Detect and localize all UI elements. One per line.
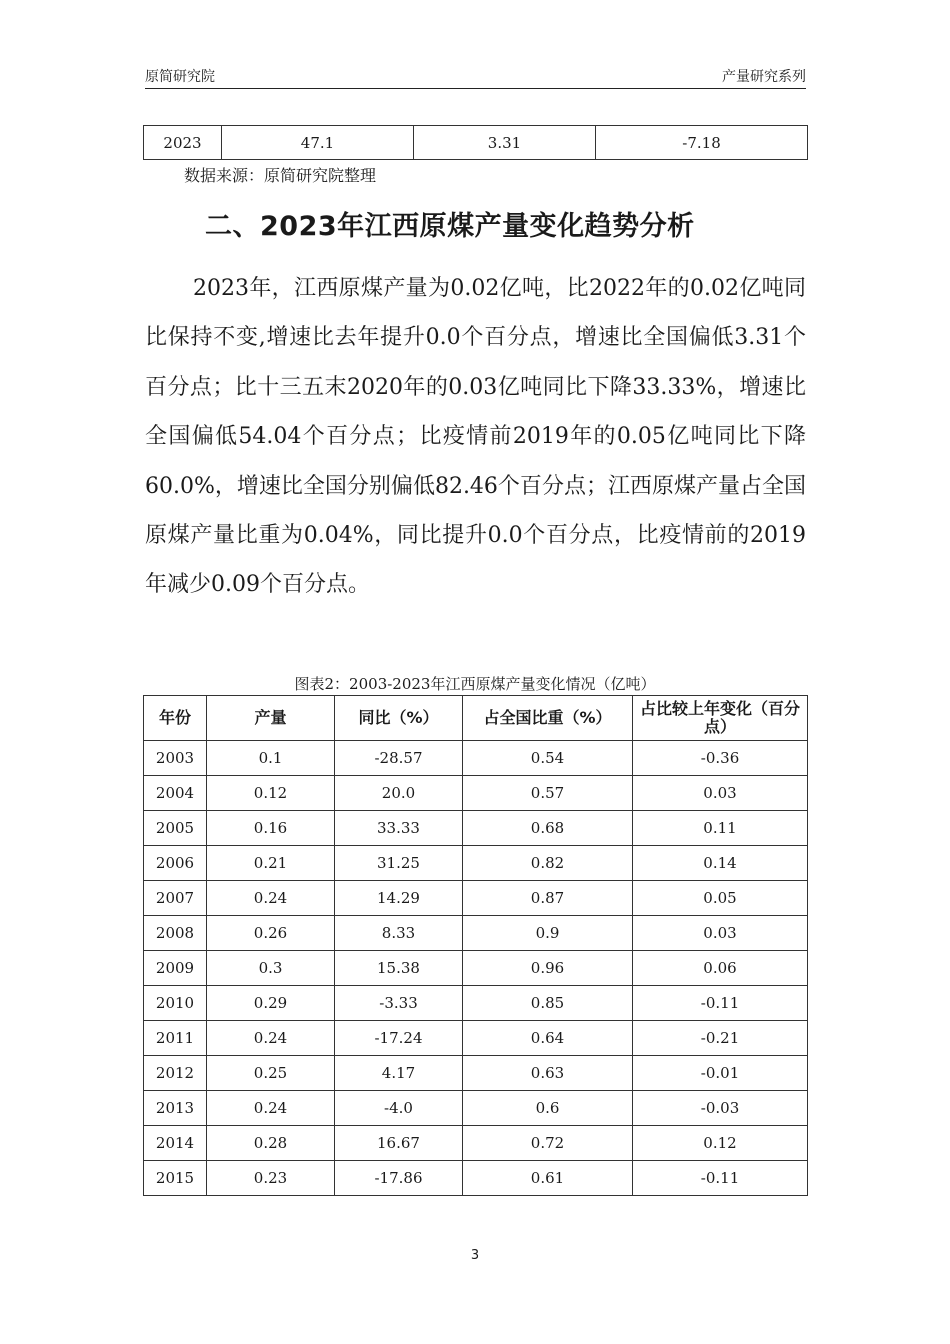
table-cell: 0.87 (463, 881, 633, 916)
table-row (144, 846, 808, 881)
table-cell: 2015 (144, 1161, 207, 1196)
table-cell: -4.0 (335, 1091, 463, 1126)
table-row (144, 1091, 808, 1126)
table-cell: -7.18 (596, 126, 808, 160)
table-cell: 0.24 (207, 881, 335, 916)
table-cell: -17.86 (335, 1161, 463, 1196)
table-cell: -28.57 (335, 741, 463, 776)
table-cell: 2013 (144, 1091, 207, 1126)
table-cell: 20.0 (335, 776, 463, 811)
table-cell: 0.3 (207, 951, 335, 986)
table-cell: 2006 (144, 846, 207, 881)
table-cell: 0.54 (463, 741, 633, 776)
table-caption: 图表2：2003-2023年江西原煤产量变化情况（亿吨） (294, 675, 656, 693)
header-output: 产量 (207, 696, 335, 741)
table-cell: 2008 (144, 916, 207, 951)
table-cell: 0.05 (633, 881, 808, 916)
table-cell: 2011 (144, 1021, 207, 1056)
table-cell: 2023 (144, 126, 222, 160)
table-cell: 0.12 (207, 776, 335, 811)
table-cell: 0.28 (207, 1126, 335, 1161)
table-cell: 0.29 (207, 986, 335, 1021)
table-cell: -0.01 (633, 1056, 808, 1091)
table-cell: 0.96 (463, 951, 633, 986)
table-header-row (144, 696, 808, 741)
table-cell: -0.11 (633, 986, 808, 1021)
table-row (144, 776, 808, 811)
table-cell: 0.82 (463, 846, 633, 881)
table-row (144, 811, 808, 846)
table-cell: 0.1 (207, 741, 335, 776)
header-series: 产量研究系列 (722, 69, 806, 85)
table-cell: 0.14 (633, 846, 808, 881)
table-cell: 0.68 (463, 811, 633, 846)
table-cell: 2007 (144, 881, 207, 916)
table-row (144, 1021, 808, 1056)
continued-table (143, 125, 808, 160)
production-table (143, 695, 808, 1196)
table-row (144, 916, 808, 951)
table-cell: 0.12 (633, 1126, 808, 1161)
table-cell: 2009 (144, 951, 207, 986)
table-cell: 0.03 (633, 916, 808, 951)
table-row (144, 951, 808, 986)
table-cell: -0.36 (633, 741, 808, 776)
table-cell: 0.03 (633, 776, 808, 811)
table-cell: 0.16 (207, 811, 335, 846)
table-row (144, 126, 808, 160)
table-cell: 0.61 (463, 1161, 633, 1196)
table-cell: 2014 (144, 1126, 207, 1161)
table-cell: -0.03 (633, 1091, 808, 1126)
table-cell: 0.11 (633, 811, 808, 846)
table-cell: 8.33 (335, 916, 463, 951)
header-share-change: 占比较上年变化（百分点） (633, 696, 808, 741)
table-cell: 47.1 (222, 126, 414, 160)
table-cell: 0.9 (463, 916, 633, 951)
table-cell: 4.17 (335, 1056, 463, 1091)
table-cell: 0.26 (207, 916, 335, 951)
table-row (144, 1056, 808, 1091)
table-cell: 0.64 (463, 1021, 633, 1056)
table-cell: 0.63 (463, 1056, 633, 1091)
table-body (144, 741, 808, 1196)
table-cell: 0.85 (463, 986, 633, 1021)
header-share: 占全国比重（%） (463, 696, 633, 741)
table-cell: 2010 (144, 986, 207, 1021)
table-cell: -3.33 (335, 986, 463, 1021)
table-row (144, 1126, 808, 1161)
table-cell: 0.21 (207, 846, 335, 881)
table-cell: 0.6 (463, 1091, 633, 1126)
table-cell: 2005 (144, 811, 207, 846)
table-cell: 0.24 (207, 1021, 335, 1056)
data-source-note: 数据来源：原简研究院整理 (184, 166, 377, 185)
table-cell: 31.25 (335, 846, 463, 881)
table-cell: 16.67 (335, 1126, 463, 1161)
table-cell: 15.38 (335, 951, 463, 986)
table-row (144, 1161, 808, 1196)
table-cell: 0.57 (463, 776, 633, 811)
header-yoy: 同比（%） (335, 696, 463, 741)
table-cell: 0.25 (207, 1056, 335, 1091)
table-row (144, 741, 808, 776)
page-number: 3 (470, 1248, 480, 1263)
header-org: 原简研究院 (145, 69, 215, 85)
table-cell: 0.24 (207, 1091, 335, 1126)
table-row (144, 881, 808, 916)
section-title: 二、2023年江西原煤产量变化趋势分析 (205, 211, 695, 242)
body-paragraph: 2023年，江西原煤产量为0.02亿吨，比2022年的0.02亿吨同比保持不变,增速比去年提升0.0个百分点，增速比全国偏低3.31个百分点；比十三五末2020年的0.03亿吨同比下降33.33%，增速比全国偏低54.04个百分点；比疫情前2019年的0.05亿吨同比下降60.0%，增速比全国分别偏低82.46个百分点；江西原煤产量占全国原煤产量比重为0.04%，同比提升0.0个百分点，比疫情前的2019年减少0.09个百分点。 (145, 276, 806, 598)
table-cell: 2004 (144, 776, 207, 811)
table-cell: 0.72 (463, 1126, 633, 1161)
table-cell: 0.23 (207, 1161, 335, 1196)
table-cell: 14.29 (335, 881, 463, 916)
table-cell: -0.21 (633, 1021, 808, 1056)
table-row (144, 986, 808, 1021)
table-cell: 2012 (144, 1056, 207, 1091)
page-header (145, 66, 806, 89)
header-year: 年份 (144, 696, 207, 741)
table-cell: 0.06 (633, 951, 808, 986)
table-cell: 33.33 (335, 811, 463, 846)
table-cell: -17.24 (335, 1021, 463, 1056)
table-cell: 2003 (144, 741, 207, 776)
table-cell: -0.11 (633, 1161, 808, 1196)
table-cell: 3.31 (414, 126, 596, 160)
